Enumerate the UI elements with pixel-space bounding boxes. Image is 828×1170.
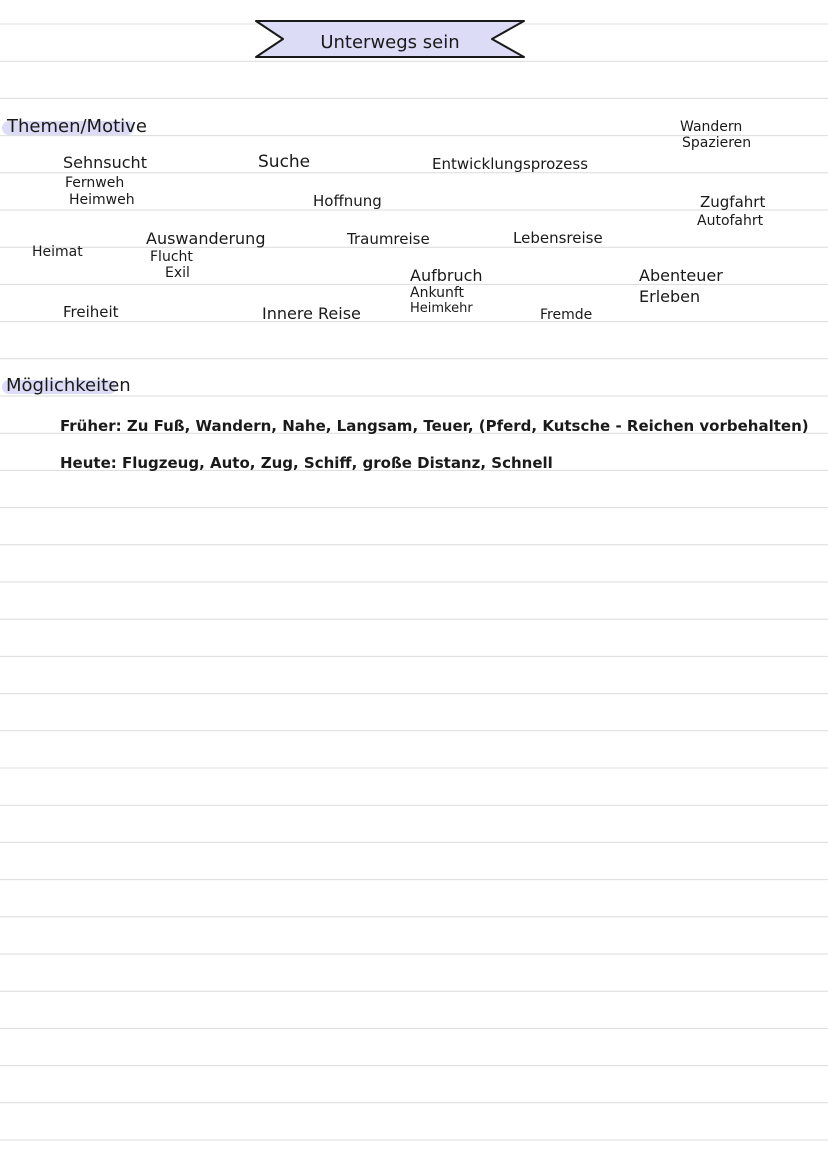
motive-flucht: Flucht	[150, 249, 193, 265]
motive-aufbruch: Aufbruch	[410, 266, 483, 285]
motive-lebensreise: Lebensreise	[513, 229, 603, 247]
motive-erleben: Erleben	[639, 287, 701, 306]
motive-sehnsucht: Sehnsucht	[63, 153, 147, 172]
line-heute: Heute: Flugzeug, Auto, Zug, Schiff, große Distanz, Schnell	[60, 454, 553, 472]
section-heading-themen: Themen/Motive	[7, 116, 147, 137]
motive-hoffnung: Hoffnung	[313, 192, 382, 210]
motive-zugfahrt: Zugfahrt	[700, 193, 766, 211]
motive-exil: Exil	[165, 265, 190, 281]
motive-heimweh: Heimweh	[69, 192, 135, 208]
motive-auswanderung: Auswanderung	[146, 229, 266, 248]
motive-entwicklungsprozess: Entwicklungsprozess	[432, 155, 589, 173]
motive-heimkehr: Heimkehr	[410, 301, 473, 316]
section-heading-moeglichkeiten: Möglichkeiten	[6, 375, 131, 396]
motive-fremde: Fremde	[540, 307, 593, 323]
motive-ankunft: Ankunft	[410, 285, 465, 301]
motive-heimat: Heimat	[32, 244, 83, 260]
motive-suche: Suche	[258, 152, 311, 172]
motive-abenteuer: Abenteuer	[639, 266, 723, 285]
motive-freiheit: Freiheit	[63, 303, 119, 321]
motive-fernweh: Fernweh	[65, 175, 125, 191]
page-title: Unterwegs sein	[320, 32, 460, 53]
motive-spazieren: Spazieren	[682, 135, 752, 151]
motive-traumreise: Traumreise	[347, 230, 430, 248]
line-frueher: Früher: Zu Fuß, Wandern, Nahe, Langsam, Teuer, (Pferd, Kutsche - Reichen vorbehalten)	[60, 417, 809, 435]
motive-autofahrt: Autofahrt	[697, 213, 764, 229]
motive-innere-reise: Innere Reise	[262, 304, 361, 323]
motive-wandern: Wandern	[680, 119, 743, 135]
